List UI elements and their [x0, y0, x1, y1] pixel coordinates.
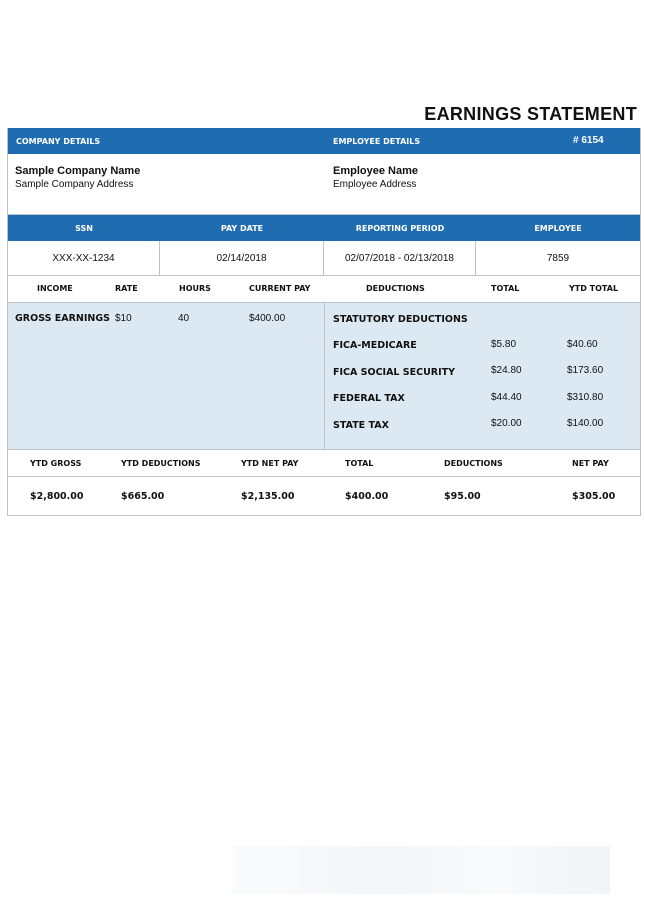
deduction-name: FICA-MEDICARE	[333, 340, 417, 351]
reporting-period-header: REPORTING PERIOD	[355, 223, 445, 233]
summary-values-row	[8, 477, 640, 516]
deduction-ytd: $140.00	[567, 418, 604, 429]
employee-address: Employee Address	[333, 179, 417, 190]
total-value: $400.00	[345, 491, 389, 502]
summary-header-row	[8, 450, 640, 477]
rate-header: RATE	[115, 284, 138, 293]
ssn-header: SSN	[75, 223, 93, 233]
employee-header: EMPLOYEE	[534, 223, 582, 233]
deduction-total: $5.80	[491, 339, 517, 350]
ytd-deductions-value: $665.00	[121, 491, 165, 502]
ytd-net-pay-value: $2,135.00	[241, 491, 295, 502]
pay-date-header: PAY DATE	[220, 223, 264, 233]
total-header: TOTAL	[491, 284, 520, 293]
background-watermark	[232, 846, 610, 894]
pay-date-value: 02/14/2018	[160, 241, 324, 275]
deduction-total: $44.40	[491, 392, 522, 403]
pay-info-header-bar	[8, 215, 640, 241]
employee-id-value: 7859	[546, 252, 570, 264]
deduction-name: FEDERAL TAX	[333, 393, 405, 404]
deduction-name: FICA SOCIAL SECURITY	[333, 367, 456, 378]
page-title: EARNINGS STATEMENT	[424, 104, 637, 124]
earnings-deductions-body	[8, 303, 640, 450]
ytd-gross-value: $2,800.00	[30, 491, 84, 502]
current-pay-header: CURRENT PAY	[249, 284, 311, 293]
details-section	[8, 154, 640, 215]
total-summary-header: TOTAL	[345, 459, 374, 468]
deductions-header: DEDUCTIONS	[366, 284, 425, 293]
deduction-ytd: $40.60	[567, 339, 598, 350]
reporting-period-value: 02/07/2018 - 02/13/2018	[324, 241, 476, 275]
hours-header: HOURS	[179, 284, 211, 293]
deduction-total: $20.00	[491, 418, 522, 429]
gross-rate: $10	[115, 313, 132, 324]
deduction-ytd: $310.80	[567, 392, 604, 403]
ssn-value: XXX-XX-1234	[8, 241, 160, 275]
statement-number: # 6154	[573, 135, 604, 146]
deductions-value: $95.00	[444, 491, 481, 502]
ytd-deductions-header: YTD DEDUCTIONS	[121, 459, 201, 468]
earnings-statement	[7, 128, 641, 516]
company-address: Sample Company Address	[15, 179, 134, 190]
deductions-summary-header: DEDUCTIONS	[444, 459, 503, 468]
statutory-deductions-label: STATUTORY DEDUCTIONS	[333, 314, 468, 325]
deduction-name: STATE TAX	[333, 420, 389, 431]
pay-info-row	[8, 241, 640, 276]
details-header-bar	[8, 128, 640, 154]
employee-name: Employee Name	[333, 165, 418, 177]
employee-details-label: EMPLOYEE DETAILS	[333, 137, 421, 146]
net-pay-value: $305.00	[572, 491, 616, 502]
company-details-label: COMPANY DETAILS	[16, 137, 101, 146]
gross-hours: 40	[178, 313, 190, 324]
deduction-total: $24.80	[491, 365, 522, 376]
income-header: INCOME	[37, 284, 73, 293]
column-divider	[324, 303, 325, 449]
company-name: Sample Company Name	[15, 165, 141, 177]
net-pay-header: NET PAY	[572, 459, 609, 468]
gross-earnings-label: GROSS EARNINGS	[15, 313, 110, 324]
earnings-header-row	[8, 276, 640, 303]
deduction-ytd: $173.60	[567, 365, 604, 376]
ytd-gross-header: YTD GROSS	[30, 459, 82, 468]
ytd-total-header: YTD TOTAL	[569, 284, 619, 293]
ytd-net-pay-header: YTD NET PAY	[241, 459, 299, 468]
gross-current-pay: $400.00	[249, 313, 286, 324]
